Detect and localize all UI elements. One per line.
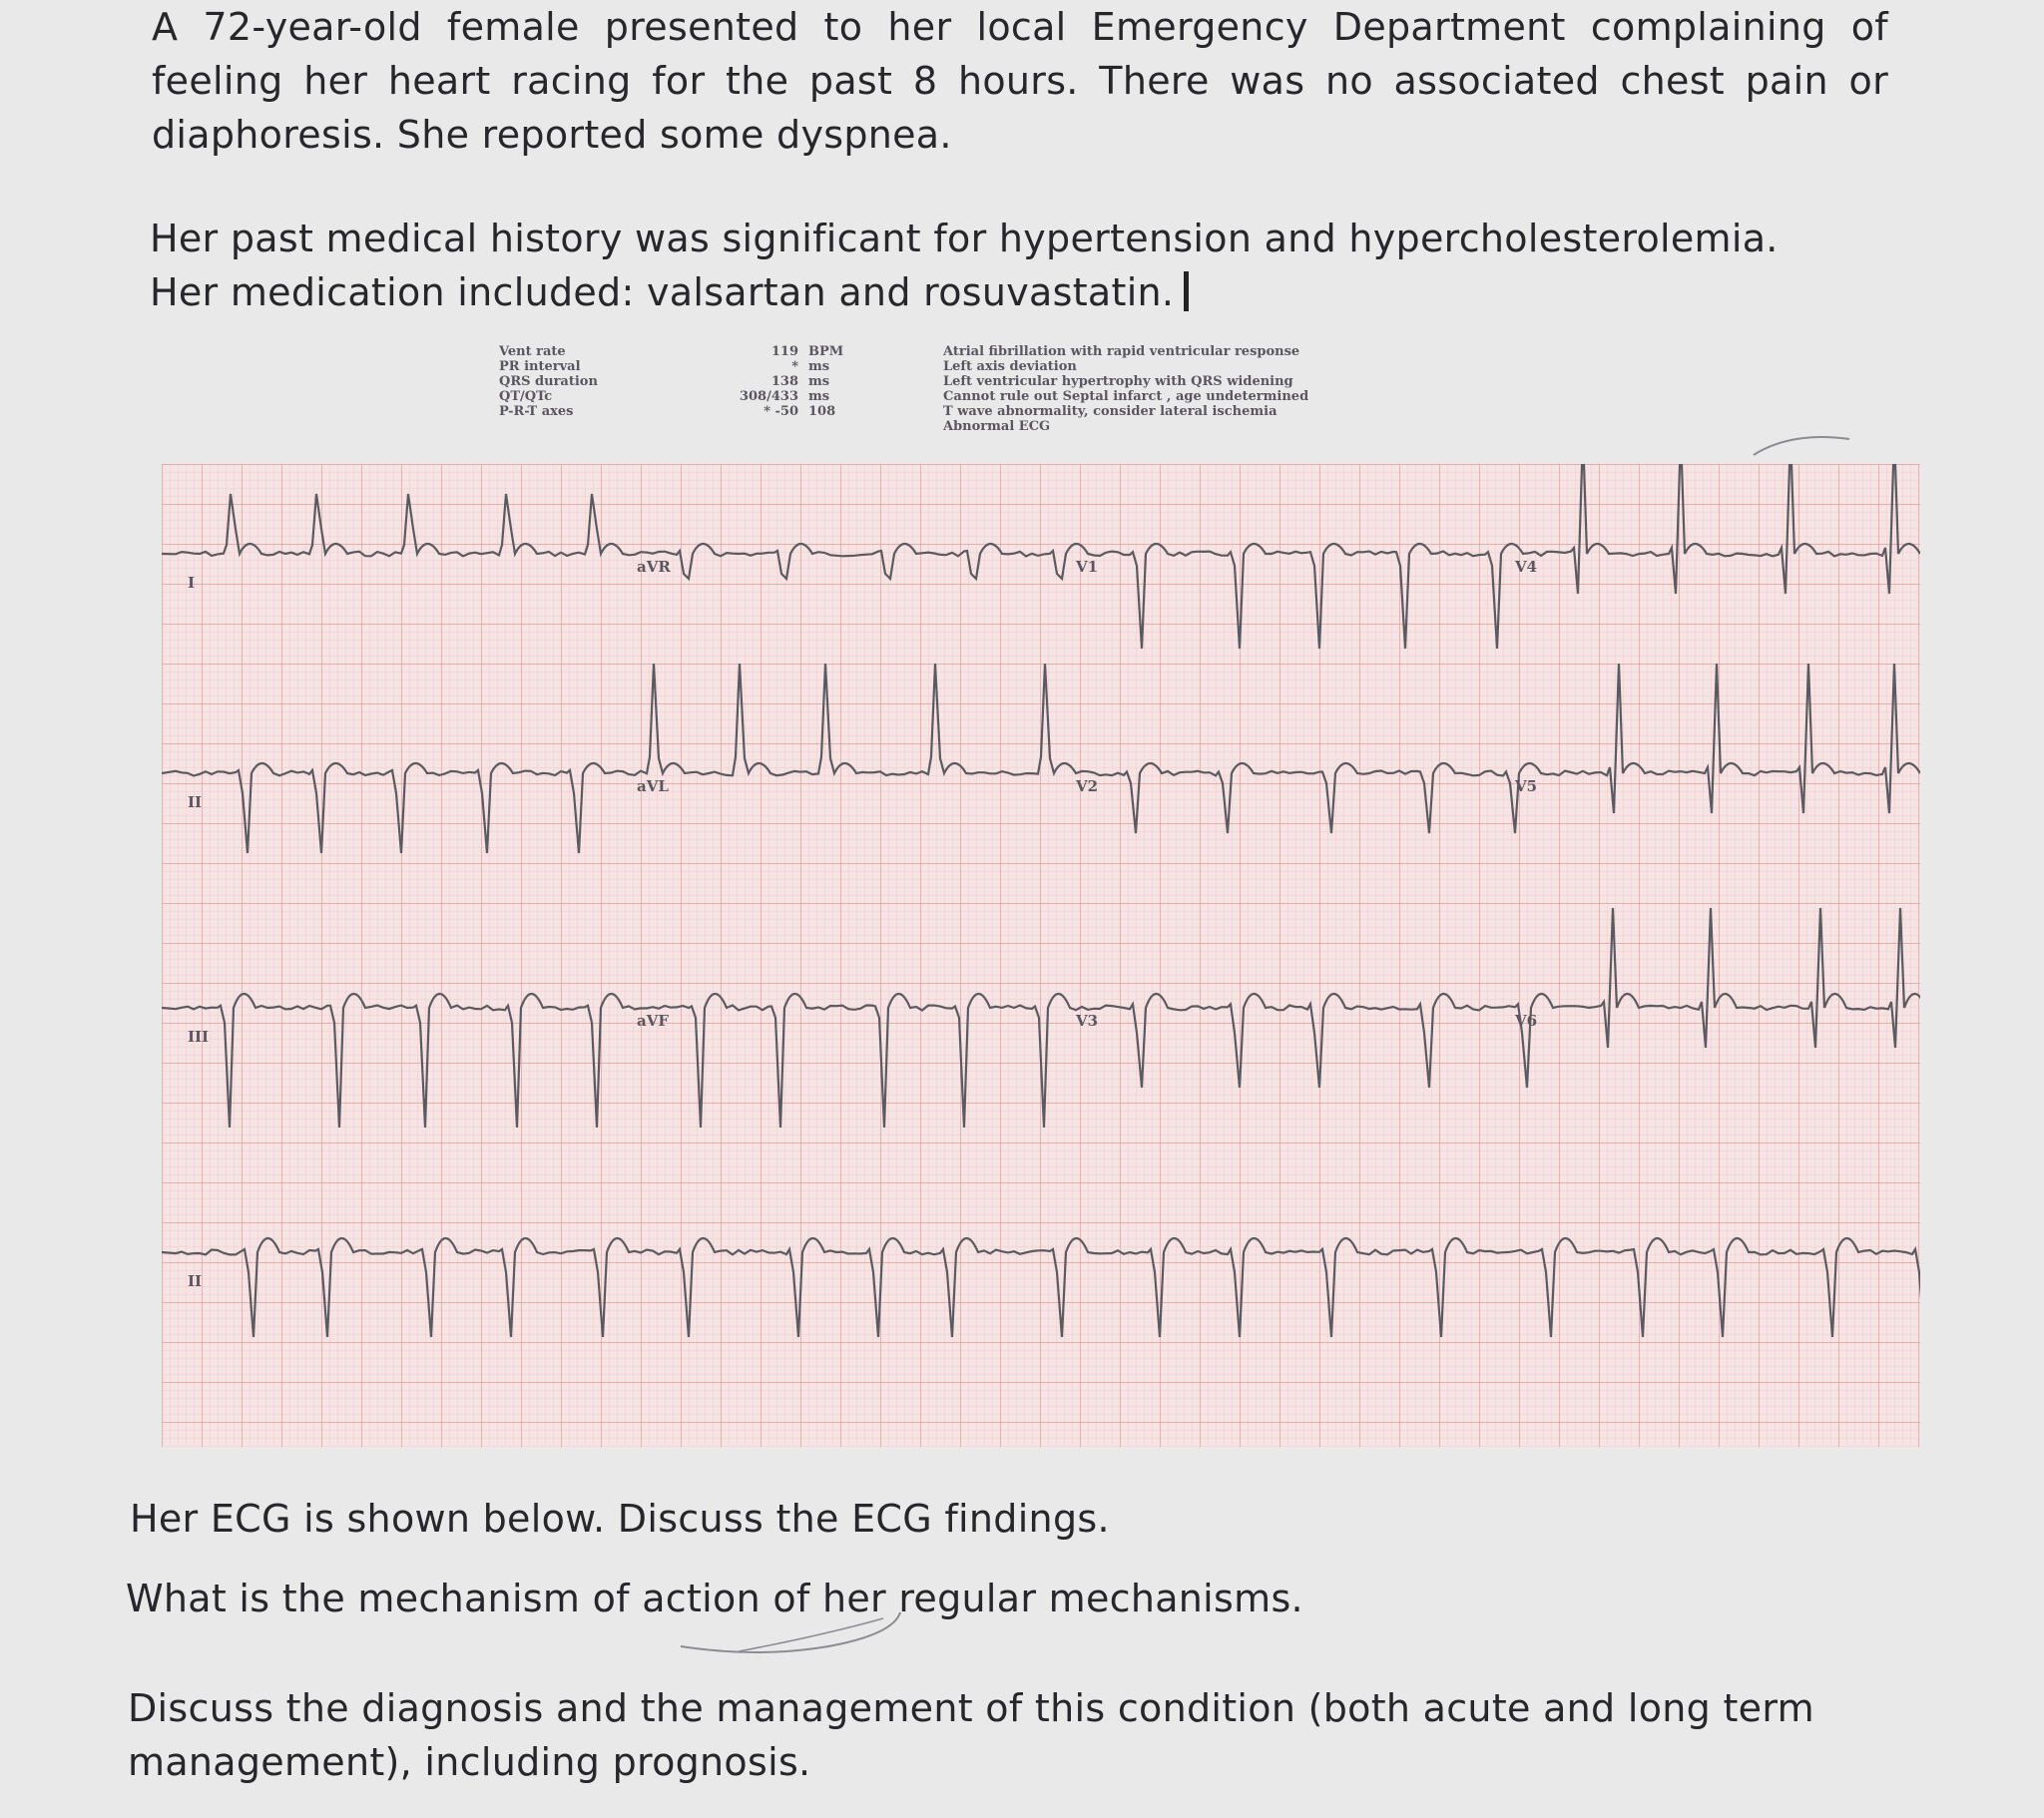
ecg-unit: ms [808, 374, 830, 389]
ecg-interpretation [943, 344, 1402, 434]
lead-label-v2: V2 [1076, 777, 1099, 795]
ecg-label: QRS duration [499, 374, 598, 389]
interp-line: Left ventricular hypertrophy with QRS widening [943, 374, 1293, 389]
ecg-measure-values [729, 344, 888, 419]
ecg-value: * [791, 359, 798, 374]
lead-label-v1: V1 [1076, 558, 1099, 576]
interp-line: Atrial fibrillation with rapid ventricular response [943, 344, 1300, 359]
lead-label-avr: aVR [637, 558, 671, 576]
ecg-label: PR interval [499, 359, 581, 374]
question-ecg-findings: Her ECG is shown below. Discuss the ECG findings. [130, 1497, 1110, 1541]
lead-label-v5: V5 [1515, 777, 1538, 795]
lead-label-i: I [188, 574, 196, 592]
ecg-grid-svg [162, 464, 1920, 1447]
lead-label-v6: V6 [1515, 1012, 1538, 1030]
question-diagnosis-management: Discuss the diagnosis and the management of this condition (both acute and long term management), including prognosis. [128, 1686, 1814, 1784]
ecg-unit: BPM [808, 344, 844, 359]
ecg-label: QT/QTc [499, 389, 553, 404]
ecg-value: 308/433 [739, 389, 798, 404]
text-cursor [1184, 271, 1189, 311]
ecg-measure-labels [499, 344, 619, 419]
ecg-measurements-header [499, 344, 1397, 474]
history-paragraph [150, 212, 1787, 319]
lead-label-v4: V4 [1515, 558, 1538, 576]
ecg-unit: ms [808, 359, 830, 374]
ecg-unit: ms [808, 389, 830, 404]
interp-line: Abnormal ECG [943, 419, 1051, 434]
ecg-label: Vent rate [499, 344, 566, 359]
lead-label-rhythm: II [188, 1272, 203, 1290]
interp-line: Left axis deviation [943, 359, 1077, 374]
ecg-value: 138 [770, 374, 798, 389]
interp-line: T wave abnormality, consider lateral ischemia [943, 404, 1278, 419]
interp-line: Cannot rule out Septal infarct , age undetermined [943, 389, 1309, 404]
lead-label-iii: III [188, 1028, 210, 1046]
pen-mark-top [1752, 429, 1851, 459]
ecg-tracing [162, 464, 1920, 1447]
pen-underline-mark [679, 1606, 908, 1656]
lead-label-ii: II [188, 793, 203, 811]
ecg-label: P-R-T axes [499, 404, 574, 419]
lead-label-v3: V3 [1076, 1012, 1099, 1030]
question-mechanism: What is the mechanism of action of her regular mechanisms. [126, 1577, 1303, 1620]
lead-label-avl: aVL [637, 777, 669, 795]
history-text: Her past medical history was significant for hypertension and hypercholesterolemia. Her medication included: valsartan and rosuvastatin. [150, 217, 1779, 314]
case-intro-paragraph: A 72-year-old female presented to her local Emergency Department complaining of feeling her heart racing for the past 8 hours. There was no associated chest pain or diaphoresis. She reported some dyspnea. [152, 5, 1888, 157]
ecg-value: * -50 [764, 404, 798, 419]
ecg-value: 119 [770, 344, 798, 359]
lead-label-avf: aVF [637, 1012, 670, 1030]
ecg-unit: 108 [808, 404, 836, 419]
